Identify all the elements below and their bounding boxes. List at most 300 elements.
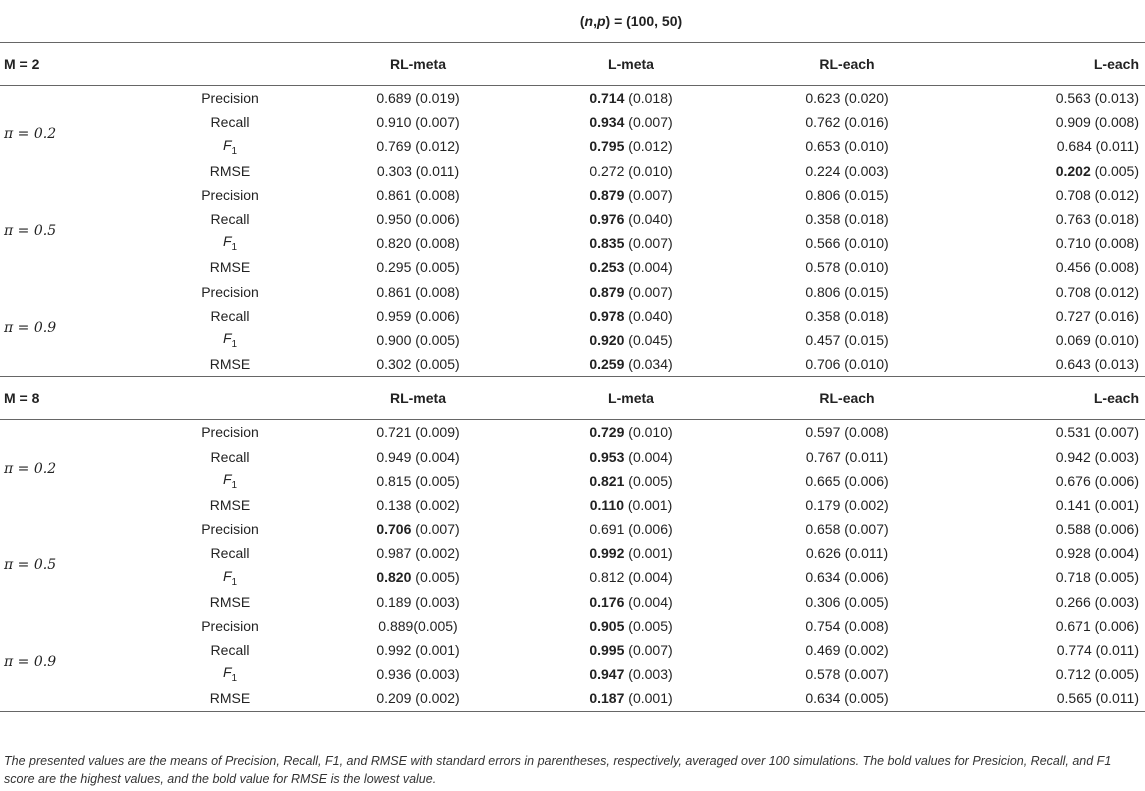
value-mean: 0.905 (589, 617, 625, 634)
value-cell (958, 614, 1145, 638)
value-cell (310, 638, 526, 662)
value-mean: 0.272 (589, 162, 625, 179)
value-mean: 0.920 (589, 331, 625, 348)
value-cell (310, 352, 526, 377)
value-se: (0.004) (411, 448, 460, 465)
value-mean: 0.795 (589, 138, 625, 155)
value-se: (0.006) (624, 521, 673, 538)
value-cell (310, 328, 526, 352)
value-mean: 0.812 (589, 569, 625, 586)
value-cell (736, 231, 958, 255)
value-cell (310, 662, 526, 686)
value-se: (0.005) (624, 472, 673, 489)
metric-label: Precision (201, 186, 259, 203)
value-cell (736, 159, 958, 183)
table-row (0, 638, 1145, 662)
value-se: (0.012) (411, 138, 460, 155)
table-row (0, 231, 1145, 255)
value-mean: 0.992 (376, 642, 412, 659)
value-se: (0.006) (411, 307, 460, 324)
value-se: (0.034) (624, 356, 673, 373)
value-cell (736, 352, 958, 377)
metric-label (150, 328, 310, 352)
value-mean: 0.209 (376, 690, 412, 707)
value-mean: 0.947 (589, 666, 625, 683)
value-se: (0.012) (624, 138, 673, 155)
value-cell (310, 493, 526, 517)
value-mean: 0.710 (1055, 235, 1091, 252)
value-cell (958, 86, 1145, 111)
value-se: (0.016) (1090, 307, 1139, 324)
value-se: (0.007) (840, 521, 889, 538)
value-mean: 0.110 (589, 496, 624, 513)
value-se: (0.011) (840, 545, 889, 562)
value-se: (0.018) (840, 211, 889, 228)
value-mean: 0.806 (805, 283, 841, 300)
value-se: (0.008) (411, 235, 460, 252)
value-cell (526, 255, 736, 279)
value-mean: 0.949 (376, 448, 412, 465)
value-cell (958, 565, 1145, 589)
value-cell (310, 110, 526, 134)
column-header: RL-each (736, 43, 958, 86)
value-mean: 0.658 (805, 521, 841, 538)
metric-label: RMSE (150, 352, 310, 377)
metric-label: Precision (201, 617, 259, 634)
value-mean: 0.706 (805, 356, 841, 373)
table-row (0, 541, 1145, 565)
value-cell (310, 444, 526, 468)
value-mean: 0.950 (376, 211, 412, 228)
table-row (0, 110, 1145, 134)
value-mean: 0.712 (1055, 666, 1091, 683)
value-cell (736, 614, 958, 638)
value-se: (0.040) (624, 307, 673, 324)
value-se: (0.005) (840, 593, 889, 610)
value-se: (0.011) (1091, 690, 1139, 707)
value-cell (958, 444, 1145, 468)
value-se: (0.006) (1090, 617, 1139, 634)
value-cell (526, 686, 736, 711)
value-se: (0.007) (411, 114, 460, 131)
value-se: (0.005) (840, 690, 889, 707)
value-se: (0.010) (840, 259, 889, 276)
value-cell (526, 86, 736, 111)
table-row (0, 183, 1145, 207)
value-cell (310, 590, 526, 614)
value-mean: 0.762 (805, 114, 841, 131)
value-mean: 0.835 (589, 235, 625, 252)
value-mean: 0.531 (1055, 424, 1091, 441)
block-header-row (0, 377, 1145, 420)
metric-label: RMSE (209, 593, 251, 610)
value-se: (0.018) (840, 307, 889, 324)
value-mean: 0.992 (589, 545, 625, 562)
value-cell (958, 255, 1145, 279)
metric-label: Recall (210, 211, 250, 228)
value-mean: 0.179 (805, 496, 841, 513)
pi-label: π = 0.9 (0, 614, 150, 711)
top-header-label: (n,p) = (100, 50) (526, 0, 736, 43)
value-mean: 0.578 (805, 666, 841, 683)
value-se: (0.015) (840, 186, 889, 203)
value-se: (0.003) (1090, 448, 1139, 465)
metric-subscript: 1 (231, 338, 238, 350)
value-mean: 0.879 (589, 283, 625, 300)
value-cell (526, 444, 736, 468)
metric-label: Recall (210, 642, 250, 659)
value-cell (526, 420, 736, 445)
value-mean: 0.671 (1055, 617, 1091, 634)
top-header-row (0, 0, 1145, 43)
value-cell (736, 686, 958, 711)
value-mean: 0.769 (376, 138, 412, 155)
value-se: (0.012) (1090, 283, 1139, 300)
value-se: (0.010) (840, 356, 889, 373)
value-cell (310, 207, 526, 231)
value-se: (0.007) (624, 235, 673, 252)
value-se: (0.008) (411, 283, 460, 300)
column-header: RL-meta (310, 43, 526, 86)
value-mean: 0.953 (589, 448, 625, 465)
value-se: (0.013) (1090, 90, 1139, 107)
value-mean: 0.721 (376, 424, 412, 441)
metric-label: Precision (201, 90, 259, 107)
value-cell (526, 638, 736, 662)
value-se: (0.008) (1090, 235, 1139, 252)
value-se: (0.006) (840, 569, 889, 586)
value-cell (736, 444, 958, 468)
value-mean: 0.815 (376, 472, 412, 489)
value-se: (0.015) (840, 283, 889, 300)
table-row (0, 304, 1145, 328)
value-cell (958, 110, 1145, 134)
table-row (0, 444, 1145, 468)
value-cell (310, 134, 526, 158)
value-cell (736, 565, 958, 589)
metric-label (150, 469, 310, 493)
value-cell (958, 207, 1145, 231)
value-mean: 0.689 (376, 90, 412, 107)
value-mean: 0.806 (805, 186, 841, 203)
value-se: (0.010) (840, 235, 889, 252)
value-se: (0.018) (624, 90, 673, 107)
value-cell (526, 134, 736, 158)
value-mean: 0.176 (589, 593, 625, 610)
value-cell (526, 280, 736, 304)
metric-label: Recall (210, 114, 250, 131)
value-cell (526, 304, 736, 328)
table-row (0, 590, 1145, 614)
value-cell (958, 159, 1145, 183)
metric-label-text: F (222, 233, 232, 250)
value-cell (526, 662, 736, 686)
value-se: (0.005) (411, 259, 460, 276)
value-se: (0.011) (840, 448, 889, 465)
value-mean: 0.708 (1055, 283, 1091, 300)
value-se: (0.015) (840, 331, 889, 348)
value-se: (0.005) (1090, 162, 1139, 179)
value-cell (736, 86, 958, 111)
value-se: (0.002) (411, 545, 460, 562)
value-se: (0.002) (840, 642, 889, 659)
value-cell (310, 517, 526, 541)
value-mean: 0.202 (1055, 162, 1091, 179)
value-cell (736, 469, 958, 493)
value-cell (310, 159, 526, 183)
value-cell (958, 328, 1145, 352)
value-se: (0.005) (1090, 569, 1139, 586)
value-mean: 0.763 (1055, 211, 1091, 228)
value-mean: 0.597 (805, 424, 841, 441)
value-cell (526, 207, 736, 231)
value-mean: 0.889 (378, 617, 414, 634)
value-mean: 0.189 (376, 593, 412, 610)
value-mean: 0.653 (805, 138, 841, 155)
value-se: (0.011) (411, 162, 460, 179)
table-row (0, 134, 1145, 158)
value-mean: 0.623 (805, 90, 841, 107)
value-cell (310, 86, 526, 111)
metric-subscript: 1 (231, 673, 238, 685)
value-se: (0.006) (840, 472, 889, 489)
value-mean: 0.708 (1055, 186, 1091, 203)
value-cell (310, 614, 526, 638)
metric-label: RMSE (209, 162, 251, 179)
value-se: (0.016) (840, 114, 889, 131)
column-header: RL-meta (310, 377, 526, 420)
pi-label: π = 0.5 (4, 223, 57, 240)
value-cell (736, 590, 958, 614)
value-se: (0.005) (1090, 666, 1139, 683)
value-cell (526, 110, 736, 134)
value-cell (310, 280, 526, 304)
pi-label: π = 0.5 (4, 557, 57, 574)
table-row (0, 420, 1145, 445)
value-mean: 0.295 (376, 259, 412, 276)
metric-label: Recall (210, 448, 250, 465)
value-cell (310, 541, 526, 565)
table-row (0, 565, 1145, 589)
metric-label-text: F (222, 664, 232, 681)
value-se: (0.019) (411, 90, 460, 107)
value-cell (736, 541, 958, 565)
value-cell (958, 638, 1145, 662)
value-mean: 0.821 (589, 472, 625, 489)
column-header: L-meta (526, 377, 736, 420)
value-se: (0.011) (1091, 138, 1139, 155)
value-cell (958, 541, 1145, 565)
value-se: (0.002) (840, 496, 889, 513)
value-cell (310, 255, 526, 279)
value-cell (958, 231, 1145, 255)
value-cell (526, 517, 736, 541)
table-row (0, 328, 1145, 352)
value-mean: 0.566 (805, 235, 841, 252)
value-se: (0.001) (624, 690, 673, 707)
value-mean: 0.253 (589, 259, 625, 276)
pi-label: π = 0.9 (0, 280, 150, 377)
value-se: (0.007) (624, 642, 673, 659)
metric-label: Recall (210, 307, 250, 324)
value-mean: 0.187 (589, 690, 625, 707)
metric-label-text: F (222, 330, 232, 347)
value-mean: 0.634 (805, 569, 841, 586)
value-mean: 0.934 (589, 114, 625, 131)
value-se: (0.008) (411, 186, 460, 203)
value-se: (0.007) (840, 666, 889, 683)
value-mean: 0.578 (805, 259, 841, 276)
value-cell (736, 328, 958, 352)
value-mean: 0.259 (589, 356, 625, 373)
value-mean: 0.959 (376, 307, 412, 324)
value-se: (0.006) (411, 211, 460, 228)
value-cell (526, 493, 736, 517)
value-mean: 0.302 (376, 356, 412, 373)
value-se: (0.008) (840, 617, 889, 634)
value-cell (310, 183, 526, 207)
value-cell (958, 517, 1145, 541)
value-se: (0.004) (624, 593, 673, 610)
value-se: (0.005) (411, 331, 460, 348)
value-se: (0.020) (840, 90, 889, 107)
column-header: RL-each (736, 377, 958, 420)
value-se: (0.008) (1090, 114, 1139, 131)
value-cell (958, 420, 1145, 445)
block-m-label: M = 2 (0, 43, 150, 86)
value-mean: 0.138 (376, 496, 412, 513)
value-se: (0.010) (840, 138, 889, 155)
metric-label: RMSE (150, 686, 310, 711)
value-cell (310, 469, 526, 493)
metric-label (150, 134, 310, 158)
value-mean: 0.665 (805, 472, 841, 489)
value-mean: 0.928 (1055, 545, 1091, 562)
value-se: (0.007) (1090, 424, 1139, 441)
value-mean: 0.774 (1056, 642, 1092, 659)
value-cell (526, 159, 736, 183)
table-row (0, 662, 1145, 686)
value-mean: 0.069 (1055, 331, 1091, 348)
value-mean: 0.754 (805, 617, 841, 634)
value-se: (0.007) (624, 114, 673, 131)
value-se: (0.009) (411, 424, 460, 441)
value-cell (526, 541, 736, 565)
value-cell (310, 565, 526, 589)
value-se: (0.007) (624, 186, 673, 203)
value-cell (958, 686, 1145, 711)
value-mean: 0.457 (805, 331, 841, 348)
value-cell (310, 420, 526, 445)
value-cell (958, 469, 1145, 493)
value-cell (526, 590, 736, 614)
value-se: (0.005) (413, 617, 458, 634)
metric-label: RMSE (209, 496, 251, 513)
value-cell (958, 304, 1145, 328)
value-cell (736, 420, 958, 445)
value-cell (736, 255, 958, 279)
value-cell (526, 183, 736, 207)
value-mean: 0.879 (589, 186, 625, 203)
value-se: (0.007) (411, 521, 460, 538)
value-mean: 0.976 (589, 211, 625, 228)
value-cell (958, 352, 1145, 377)
value-mean: 0.303 (376, 162, 412, 179)
block-header-row (0, 43, 1145, 86)
value-mean: 0.358 (805, 307, 841, 324)
table-row (0, 493, 1145, 517)
pi-label: π = 0.2 (4, 126, 57, 143)
value-se: (0.001) (624, 496, 673, 513)
value-se: (0.006) (1090, 472, 1139, 489)
metric-label: Recall (210, 545, 250, 562)
value-mean: 0.718 (1055, 569, 1091, 586)
metric-label-text: F (222, 136, 232, 153)
value-se: (0.003) (1090, 593, 1139, 610)
value-se: (0.003) (624, 666, 673, 683)
value-se: (0.018) (1090, 211, 1139, 228)
value-cell (736, 638, 958, 662)
value-mean: 0.563 (1055, 90, 1091, 107)
table-row (0, 86, 1145, 111)
value-mean: 0.306 (805, 593, 841, 610)
value-cell (736, 517, 958, 541)
table-row (0, 255, 1145, 279)
metric-subscript: 1 (231, 242, 238, 254)
value-mean: 0.358 (805, 211, 841, 228)
value-cell (736, 134, 958, 158)
value-cell (958, 183, 1145, 207)
value-mean: 0.676 (1055, 472, 1091, 489)
value-cell (526, 614, 736, 638)
value-mean: 0.643 (1055, 356, 1091, 373)
value-se: (0.005) (411, 356, 460, 373)
value-cell (310, 304, 526, 328)
value-mean: 0.684 (1056, 138, 1092, 155)
value-se: (0.007) (624, 283, 673, 300)
metric-label: Precision (201, 521, 259, 538)
value-cell (526, 328, 736, 352)
value-mean: 0.820 (376, 235, 412, 252)
value-se: (0.040) (624, 211, 673, 228)
table-row (0, 614, 1145, 638)
value-se: (0.005) (624, 617, 673, 634)
value-se: (0.045) (624, 331, 673, 348)
value-se: (0.001) (1090, 496, 1139, 513)
value-se: (0.008) (1090, 259, 1139, 276)
value-mean: 0.714 (589, 90, 625, 107)
value-cell (736, 304, 958, 328)
value-se: (0.008) (840, 424, 889, 441)
value-se: (0.003) (840, 162, 889, 179)
column-header: L-each (958, 377, 1145, 420)
metric-label (150, 565, 310, 589)
pi-label: π = 0.2 (4, 460, 57, 477)
block-m-label: M = 8 (0, 377, 150, 420)
value-mean: 0.978 (589, 307, 625, 324)
value-cell (526, 231, 736, 255)
value-mean: 0.266 (1055, 593, 1091, 610)
value-se: (0.002) (411, 690, 460, 707)
value-cell (958, 134, 1145, 158)
value-cell (958, 280, 1145, 304)
value-se: (0.011) (1091, 642, 1139, 659)
value-mean: 0.691 (589, 521, 625, 538)
value-mean: 0.987 (376, 545, 412, 562)
metric-subscript: 1 (231, 145, 238, 157)
value-mean: 0.936 (376, 666, 412, 683)
metric-subscript: 1 (231, 479, 238, 491)
